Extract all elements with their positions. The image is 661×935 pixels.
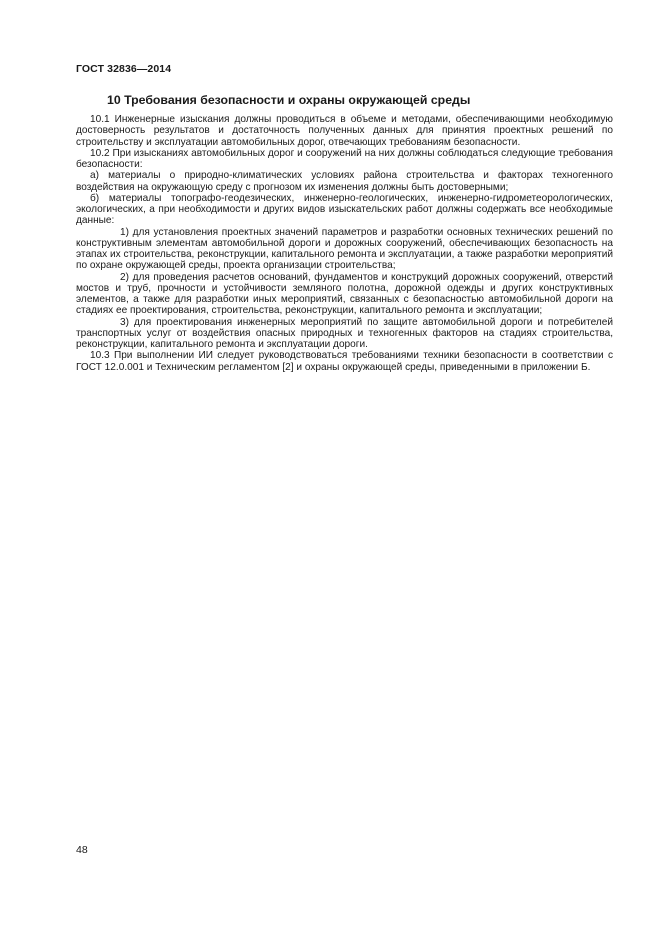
paragraph-10-3: 10.3 При выполнении ИИ следует руководствоваться требованиями техники безопасности в соответствии с ГОСТ 12.0.001 и Техническим регламентом [2] и охраны окружающей среды, приведенными в приложении Б. — [76, 350, 613, 373]
paragraph-10-2: 10.2 При изысканиях автомобильных дорог и сооружений на них должны соблюдаться следующие требования безопасности: — [76, 147, 613, 170]
section-title: 10 Требования безопасности и охраны окружающей среды — [107, 93, 471, 107]
page-number: 48 — [76, 844, 88, 856]
paragraph-10-2-b-3: 3) для проектирования инженерных мероприятий по защите автомобильной дороги и потребителей транспортных услуг от воздействия опасных природных и техногенных факторов на стадиях строительства, реконструкции, капитального ремонта и эксплуатации дороги. — [76, 316, 613, 350]
paragraph-10-2-a: а) материалы о природно-климатических условиях района строительства и факторах техногенного воздействия на окружающую среду с прогнозом их изменения должны быть достоверными; — [76, 170, 613, 193]
section-body — [76, 114, 613, 373]
document-header: ГОСТ 32836—2014 — [76, 63, 172, 75]
paragraph-10-2-b-1: 1) для установления проектных значений параметров и разработки основных технических решений по конструктивным элементам автомобильной дороги и дорожных сооружений, обеспечивающих безопасность на этапах их строительства, реконструкции, капитального ремонта и эксплуатации, а также разработки мероприятий по охране окружающей среды, проекта организации строительства; — [76, 226, 613, 272]
paragraph-10-2-b: б) материалы топографо-геодезических, инженерно-геологических, инженерно-гидрометеорологических, экологических, а при необходимости и других видов изыскательских работ должны содержать все необходимые данные: — [76, 192, 613, 227]
paragraph-10-1: 10.1 Инженерные изыскания должны проводиться в объеме и методами, обеспечивающими необходимую достоверность результатов и достаточность полученных данных для принятия проектных решений по строительству и эксплуатации автомобильных дорог, отвечающих требованиям безопасности. — [76, 114, 613, 148]
paragraph-10-2-b-2: 2) для проведения расчетов оснований, фундаментов и конструкций дорожных сооружений, отверстий мостов и труб, прочности и устойчивости земляного полотна, дорожной одежды и других конструктивных элементов, а также для разработки иных мероприятий, связанных с безопасностью автомобильной дороги на стадиях ее проектирования, строительства, реконструкции, капитального ремонта и эксплуатации; — [76, 271, 613, 317]
